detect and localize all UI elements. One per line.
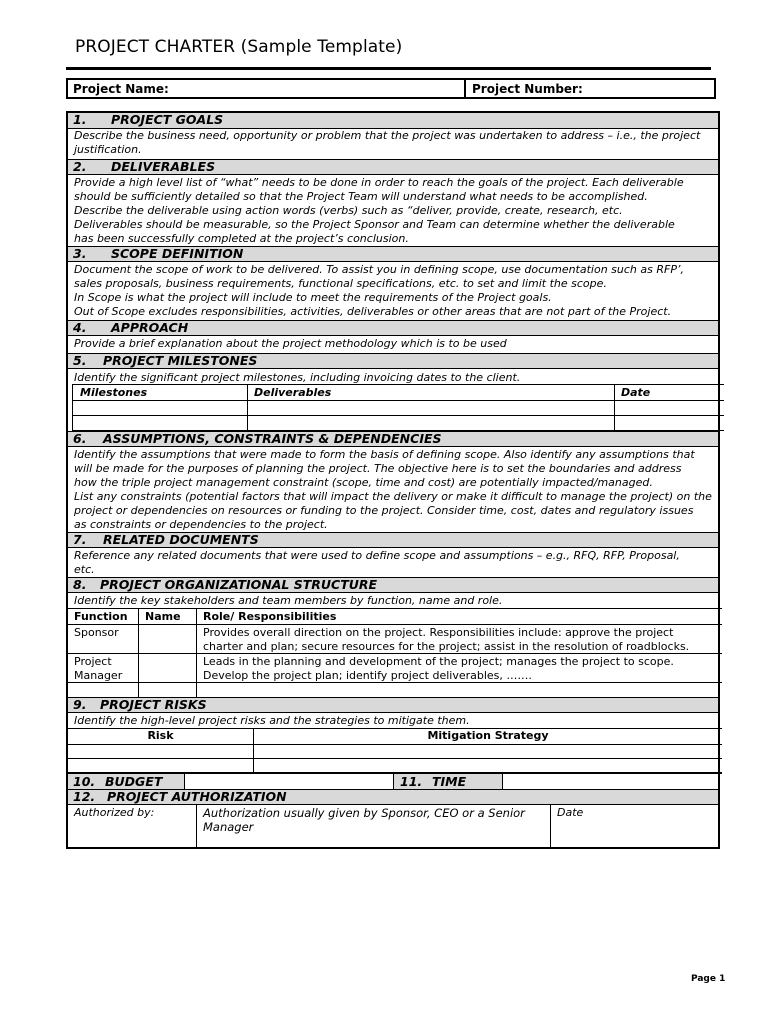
- text-line: Document the scope of work to be delivered. To assist you in defining scope, use documentation such as RFP’,: [74, 263, 684, 276]
- table-line: [68, 608, 722, 609]
- table-line: [68, 744, 722, 745]
- table-line: [68, 758, 722, 759]
- section-title: APPROACH: [111, 320, 189, 335]
- text-line: Manager: [74, 669, 123, 682]
- authorized-by-label: Authorized by:: [74, 806, 155, 819]
- table-line: [247, 384, 248, 430]
- section-title: BUDGET: [105, 774, 163, 789]
- table-line: [196, 805, 197, 849]
- title-rule: [66, 67, 711, 70]
- section-title: PROJECT RISKS: [100, 697, 207, 712]
- section-title: PROJECT GOALS: [111, 112, 224, 127]
- deliverables-text: [74, 176, 714, 246]
- section-title: ASSUMPTIONS, CONSTRAINTS & DEPENDENCIES: [103, 431, 442, 446]
- project-name-label[interactable]: Project Name:: [73, 82, 169, 96]
- project-number-label[interactable]: Project Number:: [464, 80, 720, 97]
- text-line: Deliverables should be measurable, so the Project Sponsor and Team can determine whether the deliverable: [74, 217, 675, 231]
- deliverables-column-header: Deliverables: [254, 386, 332, 399]
- text-line: In Scope is what the project will include to meet the requirements of the Project goals.: [74, 290, 552, 304]
- scope-text: [74, 263, 714, 319]
- date-label: Date: [557, 806, 584, 819]
- risk-column-header: Risk: [147, 729, 174, 742]
- text-line: Manager: [203, 820, 254, 834]
- text-line: Provides overall direction on the project. Responsibilities include: approve the project: [203, 626, 674, 639]
- text-line: Project: [74, 655, 112, 668]
- section-project-goals: [68, 113, 718, 129]
- text-line: project or dependencies on resources or funding to the project. Consider time, cost, dates and regulatory issues: [74, 503, 694, 517]
- role-column-header: Role/ Responsibilities: [203, 610, 337, 623]
- org-row-role: [203, 626, 689, 654]
- section-approach: [68, 320, 718, 336]
- milestones-column-header: Milestones: [80, 386, 148, 399]
- text-line: Develop the project plan; identify project deliverables, …….: [203, 669, 532, 682]
- time-heading: [393, 774, 503, 789]
- section-title: SCOPE DEFINITION: [111, 246, 244, 261]
- assumptions-text: [74, 448, 714, 531]
- text-line: Authorization usually given by Sponsor, CEO or a Senior: [203, 806, 525, 820]
- risks-text: Identify the high-level project risks and the strategies to mitigate them.: [74, 714, 470, 727]
- text-line: Provide a high level list of “what” needs to be done in order to reach the goals of the project. Each deliverable: [74, 176, 684, 189]
- section-number: 2.: [73, 159, 87, 174]
- table-line: [72, 415, 724, 416]
- function-column-header: Function: [74, 610, 128, 623]
- text-line: Describe the deliverable using action words (verbs) such as “deliver, provide, create, research, etc.: [74, 203, 623, 217]
- section-assumptions: [68, 431, 718, 447]
- section-number: 12.: [73, 789, 96, 804]
- text-line: will be made for the purposes of planning the project. The objective here is to set the boundaries and address: [74, 461, 682, 475]
- text-line: should be sufficiently detailed so that the Project Team will understand what needs to be accomplished.: [74, 189, 648, 203]
- project-info-row: [66, 78, 716, 99]
- goals-text: Describe the business need, opportunity or problem that the project was undertaken to address – i.e., the project justification.: [74, 129, 701, 156]
- section-number: 5.: [73, 353, 87, 368]
- table-line: [138, 608, 139, 697]
- section-number: 7.: [73, 532, 87, 547]
- section-scope-definition: [68, 246, 718, 262]
- related-text: [74, 549, 714, 577]
- charter-table: [66, 111, 720, 849]
- section-number: 9.: [73, 697, 87, 712]
- text-line: Out of Scope excludes responsibilities, activities, deliverables or other areas that are not part of the Project.: [74, 304, 672, 318]
- section-title: DELIVERABLES: [111, 159, 216, 174]
- section-number: 10.: [73, 774, 96, 789]
- table-line: [614, 384, 615, 430]
- section-number: 6.: [73, 431, 87, 446]
- text-line: sales proposals, business requirements, functional specifications, etc. to set and limit the scope.: [74, 276, 607, 290]
- section-project-authorization: [68, 789, 718, 805]
- section-deliverables: [68, 159, 718, 175]
- section-title: PROJECT ORGANIZATIONAL STRUCTURE: [100, 577, 378, 592]
- text-line: Identify the assumptions that were made to form the basis of defining scope. Also identify any assumptions that: [74, 448, 695, 461]
- text-line: as constraints or dependencies to the project.: [74, 517, 328, 531]
- budget-heading: [68, 774, 184, 789]
- section-title: PROJECT AUTHORIZATION: [107, 789, 287, 804]
- section-project-milestones: [68, 353, 718, 369]
- page-number: Page 1: [691, 974, 726, 984]
- org-row-role: [203, 655, 674, 683]
- org-text: Identify the key stakeholders and team members by function, name and role.: [74, 594, 503, 607]
- section-number: 8.: [73, 577, 87, 592]
- page-title: PROJECT CHARTER (Sample Template): [75, 37, 403, 57]
- table-line: [72, 384, 73, 430]
- section-number: 3.: [73, 246, 87, 261]
- text-line: Leads in the planning and development of the project; manages the project to scope.: [203, 655, 674, 668]
- section-related-documents: [68, 532, 718, 548]
- section-title: PROJECT MILESTONES: [103, 353, 258, 368]
- text-line: has been successfully completed at the project’s conclusion.: [74, 231, 409, 245]
- section-number: 4.: [73, 320, 87, 335]
- text-line: Reference any related documents that were used to define scope and assumptions – e.g., RFQ, RFP, Proposal,: [74, 549, 680, 562]
- approach-text: Provide a brief explanation about the project methodology which is to be used: [74, 337, 507, 350]
- table-line: [196, 608, 197, 697]
- mitigation-column-header: Mitigation Strategy: [427, 729, 549, 742]
- section-number: 1.: [73, 112, 87, 127]
- section-number: 11.: [400, 774, 423, 789]
- table-line: [72, 384, 724, 385]
- section-org-structure: [68, 577, 718, 593]
- table-line: [68, 624, 722, 625]
- section-title: RELATED DOCUMENTS: [103, 532, 259, 547]
- table-line: [72, 400, 724, 401]
- text-line: Sponsor: [74, 626, 119, 639]
- section-title: TIME: [432, 774, 467, 789]
- name-column-header: Name: [145, 610, 181, 623]
- org-row-function: [74, 626, 119, 640]
- date-column-header: Date: [621, 386, 651, 399]
- table-line: [184, 774, 185, 789]
- table-line: [550, 805, 551, 849]
- text-line: List any constraints (potential factors that will impact the delivery or make it difficult to manage the project) on the: [74, 489, 712, 503]
- text-line: etc.: [74, 562, 95, 576]
- org-row-function: [74, 655, 122, 683]
- text-line: charter and plan; secure resources for the project; assist in the resolution of roadblocks.: [203, 640, 690, 653]
- section-project-risks: [68, 697, 718, 713]
- milestones-text: Identify the significant project milestones, including invoicing dates to the client.: [74, 371, 521, 384]
- text-line: how the triple project management constraint (scope, time and cost) are potentially impacted/managed.: [74, 475, 653, 489]
- authorization-note: [203, 806, 525, 834]
